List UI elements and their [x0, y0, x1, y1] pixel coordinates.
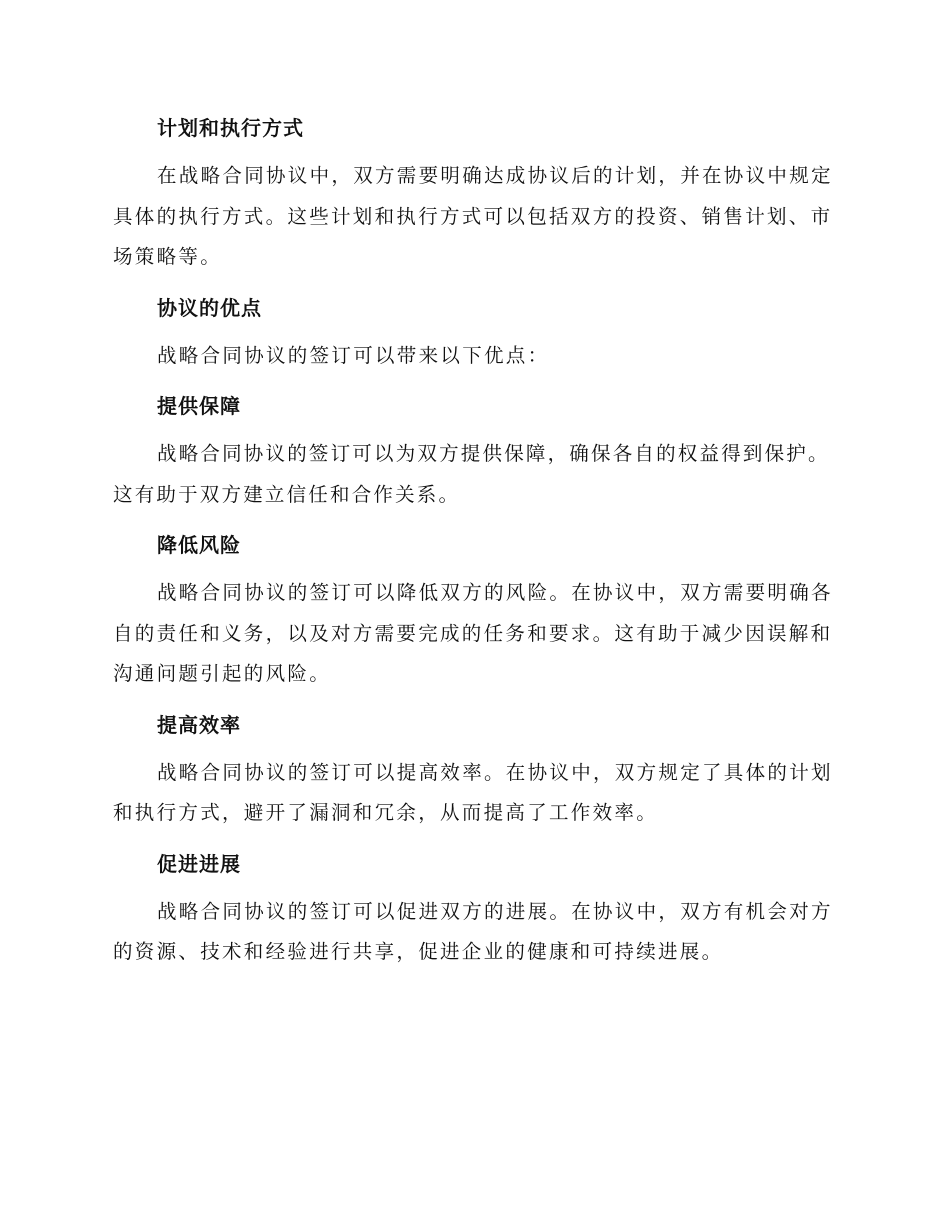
section-heading-improve-efficiency: 提高效率	[157, 712, 241, 737]
paragraph-promote-progress: 战略合同协议的签订可以促进双方的进展。在协议中，双方有机会对方的资源、技术和经验进行共享，促进企业的健康和可持续进展。	[113, 899, 833, 963]
section-heading-plan-execution: 计划和执行方式	[157, 116, 304, 140]
section-heading-reduce-risk: 降低风险	[157, 533, 241, 557]
paragraph-advantages-intro: 战略合同协议的签订可以带来以下优点：	[157, 343, 550, 367]
section-heading-promote-progress: 促进进展	[157, 851, 241, 876]
paragraph-improve-efficiency: 战略合同协议的签订可以提高效率。在协议中，双方规定了具体的计划和执行方式，避开了漏洞和冗余，从而提高了工作效率。	[113, 760, 833, 824]
section-heading-provide-guarantee: 提供保障	[157, 394, 241, 418]
section-heading-advantages: 协议的优点	[157, 295, 262, 320]
paragraph-plan-execution: 在战略合同协议中，双方需要明确达成协议后的计划，并在协议中规定具体的执行方式。这些计划和执行方式可以包括双方的投资、销售计划、市场策略等。	[113, 164, 833, 268]
document-page	[113, 108, 833, 983]
paragraph-provide-guarantee: 战略合同协议的签订可以为双方提供保障，确保各自的权益得到保护。这有助于双方建立信任和合作关系。	[113, 442, 830, 506]
paragraph-reduce-risk: 战略合同协议的签订可以降低双方的风险。在协议中，双方需要明确各自的责任和义务，以及对方需要完成的任务和要求。这有助于减少因误解和沟通问题引起的风险。	[113, 581, 833, 685]
